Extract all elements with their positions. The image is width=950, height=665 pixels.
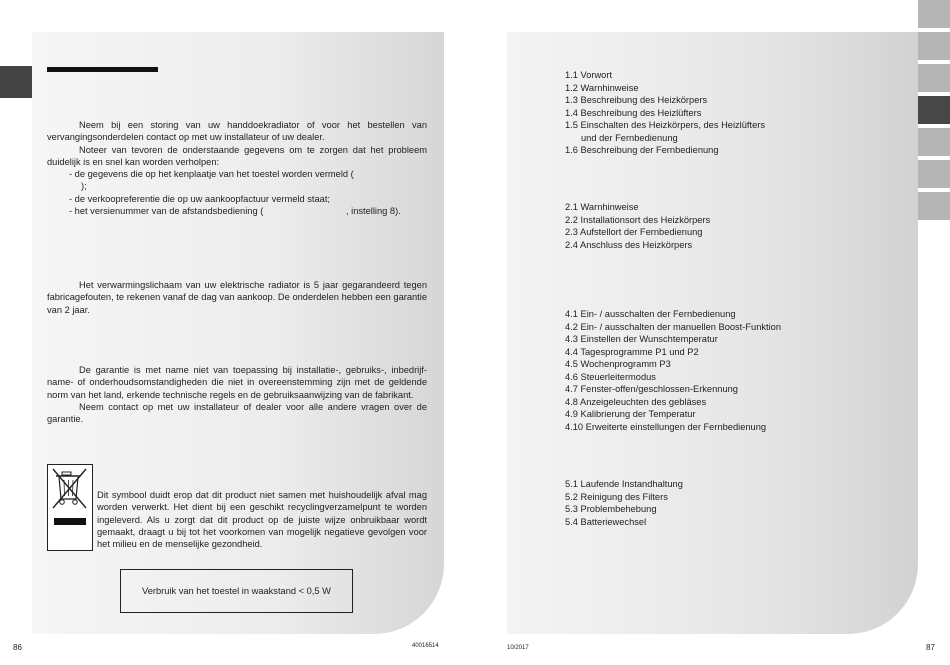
toc-entry[interactable]: 1.1 Vorwort bbox=[565, 70, 613, 80]
toc-entry[interactable]: 2.3 Aufstellort der Fernbedienung bbox=[565, 227, 703, 237]
section-tabs-right bbox=[918, 0, 950, 224]
toc-entry[interactable]: 1.3 Beschreibung des Heizkörpers bbox=[565, 95, 708, 105]
troubleshooting-paragraph: Noteer van tevoren de onderstaande gegevens om te zorgen dat het probleem duidelijk is en snel kan worden verholpen: bbox=[47, 144, 427, 167]
toc-entry[interactable]: 4.4 Tagesprogramme P1 und P2 bbox=[565, 346, 699, 357]
section-tab bbox=[918, 32, 950, 60]
toc-entry[interactable]: 1.2 Warnhinweise bbox=[565, 82, 639, 93]
weee-symbol-box bbox=[47, 464, 93, 551]
toc-entry[interactable]: 4.7 Fenster-offen/geschlossen-Erkennung bbox=[565, 384, 738, 394]
toc-entry[interactable]: 4.3 Einstellen der Wunschtemperatur bbox=[565, 334, 718, 344]
toc-section-2 bbox=[565, 201, 710, 251]
toc-entry[interactable]: 4.5 Wochenprogramm P3 bbox=[565, 359, 671, 369]
toc-entry[interactable]: 5.2 Reinigung des Filters bbox=[565, 491, 668, 502]
exclusion-paragraph: De garantie is met name niet van toepassing bij installatie-, gebruiks-, inbedrijf-name- of onderhoudsomstandigheden die niet in overeenstemming zijn met de geldende norm van het land, erkende technische regels en de gebruiksaanwijzing van de fabrikant. bbox=[47, 365, 427, 400]
toc-entry[interactable]: 1.5 Einschalten des Heizkörpers, des Heizlüfters bbox=[565, 120, 765, 130]
section-tab-active bbox=[918, 96, 950, 124]
section-tab bbox=[918, 64, 950, 92]
document-code: 40016514 bbox=[412, 643, 439, 649]
weee-paragraph: Dit symbool duidt erop dat dit product niet samen met huishoudelijk afval mag worden verwerkt. Het dient bij een geschikt recyclingverzamelpunt te worden ingeleverd. Als u zorgt dat dit product op de juiste wijze onbruikbaar wordt gemaakt, draagt u bij tot het voorkomen van mogelijk negatieve gevolgen voor het milieu en de menselijke gezondheid. bbox=[97, 490, 427, 550]
toc-entry[interactable]: 1.4 Beschreibung des Heizlüfters bbox=[565, 107, 702, 118]
toc-entry[interactable]: 5.1 Laufende Instandhaltung bbox=[565, 479, 683, 489]
list-item-text: , instelling 8). bbox=[346, 206, 401, 217]
toc-entry[interactable]: 2.2 Installationsort des Heizkörpers bbox=[565, 214, 711, 225]
toc-entry[interactable]: 4.8 Anzeigeleuchten des gebläses bbox=[565, 396, 707, 407]
toc-section-5 bbox=[565, 478, 683, 528]
troubleshooting-paragraph: Neem bij een storing van uw handdoekradiator of voor het bestellen van vervangingsonderdelen contact op met uw installateur of uw dealer. bbox=[47, 120, 427, 143]
toc-entry-continuation[interactable]: und der Fernbedienung bbox=[581, 132, 678, 143]
list-item: - de verkoopreferentie die op uw aankoopfactuur vermeld staat; bbox=[69, 193, 330, 204]
toc-entry[interactable]: 4.1 Ein- / ausschalten der Fernbedienung bbox=[565, 309, 736, 319]
toc-entry[interactable]: 4.10 Erweiterte einstellungen der Fernbedienung bbox=[565, 421, 767, 432]
troubleshooting-section bbox=[47, 119, 427, 217]
standby-consumption-text: Verbruik van het toestel in waakstand < 0,5 W bbox=[142, 586, 331, 596]
toc-entry[interactable]: 2.1 Warnhinweise bbox=[565, 202, 639, 212]
section-tab bbox=[918, 160, 950, 188]
edition-date: 10/2017 bbox=[507, 645, 529, 651]
section-tab bbox=[918, 128, 950, 156]
crossed-bin-icon bbox=[48, 465, 92, 550]
list-item bbox=[47, 205, 427, 217]
standby-consumption-box bbox=[120, 569, 353, 613]
toc-entry[interactable]: 5.3 Problembehebung bbox=[565, 504, 657, 514]
toc-entry[interactable]: 4.2 Ein- / ausschalten der manuellen Boost-Funktion bbox=[565, 321, 782, 332]
toc-entry[interactable]: 4.9 Kalibrierung der Temperatur bbox=[565, 409, 696, 419]
list-item-continuation: ); bbox=[81, 181, 87, 192]
toc-entry[interactable]: 2.4 Anschluss des Heizkörpers bbox=[565, 239, 693, 250]
section-tab-left bbox=[0, 66, 32, 98]
page-number-left: 86 bbox=[13, 643, 22, 652]
warranty-exclusions bbox=[47, 364, 427, 425]
exclusion-paragraph: Neem contact op met uw installateur of dealer voor alle andere vragen over de garantie. bbox=[47, 401, 427, 425]
section-tab bbox=[918, 0, 950, 28]
toc-section-4 bbox=[565, 308, 781, 433]
section-tab bbox=[918, 192, 950, 220]
list-item: - de gegevens die op het kenplaatje van het toestel worden vermeld ( bbox=[69, 169, 354, 180]
toc-entry[interactable]: 5.4 Batteriewechsel bbox=[565, 516, 647, 527]
heading-bar bbox=[47, 67, 158, 72]
toc-section-1 bbox=[565, 69, 765, 157]
toc-entry[interactable]: 1.6 Beschreibung der Fernbedienung bbox=[565, 145, 719, 155]
warranty-paragraph: Het verwarmingslichaam van uw elektrische radiator is 5 jaar gegarandeerd tegen fabricagefouten, te rekenen vanaf de dag van aankoop. De onderdelen hebben een garantie van 2 jaar. bbox=[47, 280, 427, 315]
toc-entry[interactable]: 4.6 Steuerleitermodus bbox=[565, 371, 656, 382]
list-item-text: - het versienummer van de afstandsbediening ( bbox=[69, 206, 264, 217]
page-number-right: 87 bbox=[926, 643, 935, 652]
